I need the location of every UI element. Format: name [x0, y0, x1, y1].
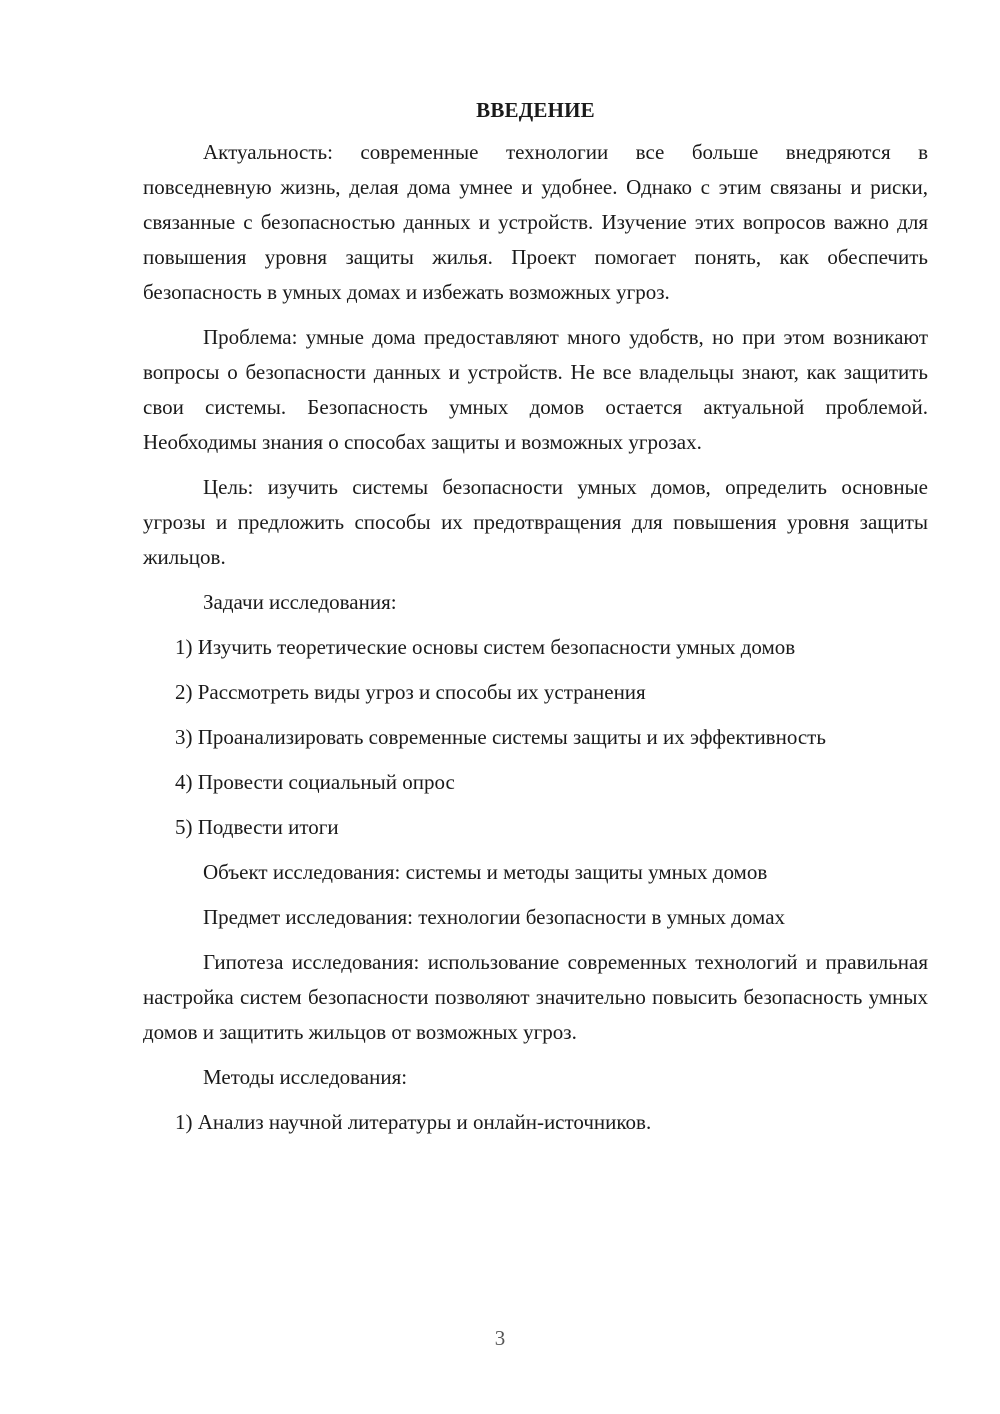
task-item-1: 1) Изучить теоретические основы систем безопасности умных домов	[175, 635, 796, 659]
task-item-3: 3) Проанализировать современные системы защиты и их эффективность	[175, 725, 826, 749]
tasks-label: Задачи исследования:	[203, 590, 397, 614]
task-item-5: 5) Подвести итоги	[175, 815, 339, 839]
task-item-4: 4) Провести социальный опрос	[175, 770, 455, 794]
hypothesis-paragraph: Гипотеза исследования: использование современных технологий и правильная настройка систем безопасности позволяют значительно повысить безопасность умных домов и защитить жильцов от возможных угроз.	[143, 950, 928, 1044]
goal-paragraph: Цель: изучить системы безопасности умных домов, определить основные угрозы и предложить способы их предотвращения для повышения уровня защиты жильцов.	[143, 475, 928, 569]
task-item-2: 2) Рассмотреть виды угроз и способы их устранения	[175, 680, 646, 704]
relevance-paragraph: Актуальность: современные технологии все больше внедряются в повседневную жизнь, делая дома умнее и удобнее. Однако с этим связаны и риски, связанные с безопасностью данных и устройств. Изучение этих вопросов важно для повышения уровня защиты жилья. Проект помогает понять, как обеспечить безопасность в умных домах и избежать возможных угроз.	[143, 140, 928, 304]
subject-line: Предмет исследования: технологии безопасности в умных домах	[203, 905, 786, 929]
section-heading: ВВЕДЕНИЕ	[476, 98, 595, 122]
page-number: 3	[494, 1326, 506, 1350]
problem-paragraph: Проблема: умные дома предоставляют много удобств, но при этом возникают вопросы о безопасности данных и устройств. Не все владельцы знают, как защитить свои системы. Безопасность умных домов остается актуальной проблемой. Необходимы знания о способах защиты и возможных угрозах.	[143, 325, 928, 454]
methods-label: Методы исследования:	[203, 1065, 408, 1089]
document-page	[143, 95, 928, 1150]
object-line: Объект исследования: системы и методы защиты умных домов	[203, 860, 768, 884]
method-item-1: 1) Анализ научной литературы и онлайн-источников.	[175, 1110, 652, 1134]
